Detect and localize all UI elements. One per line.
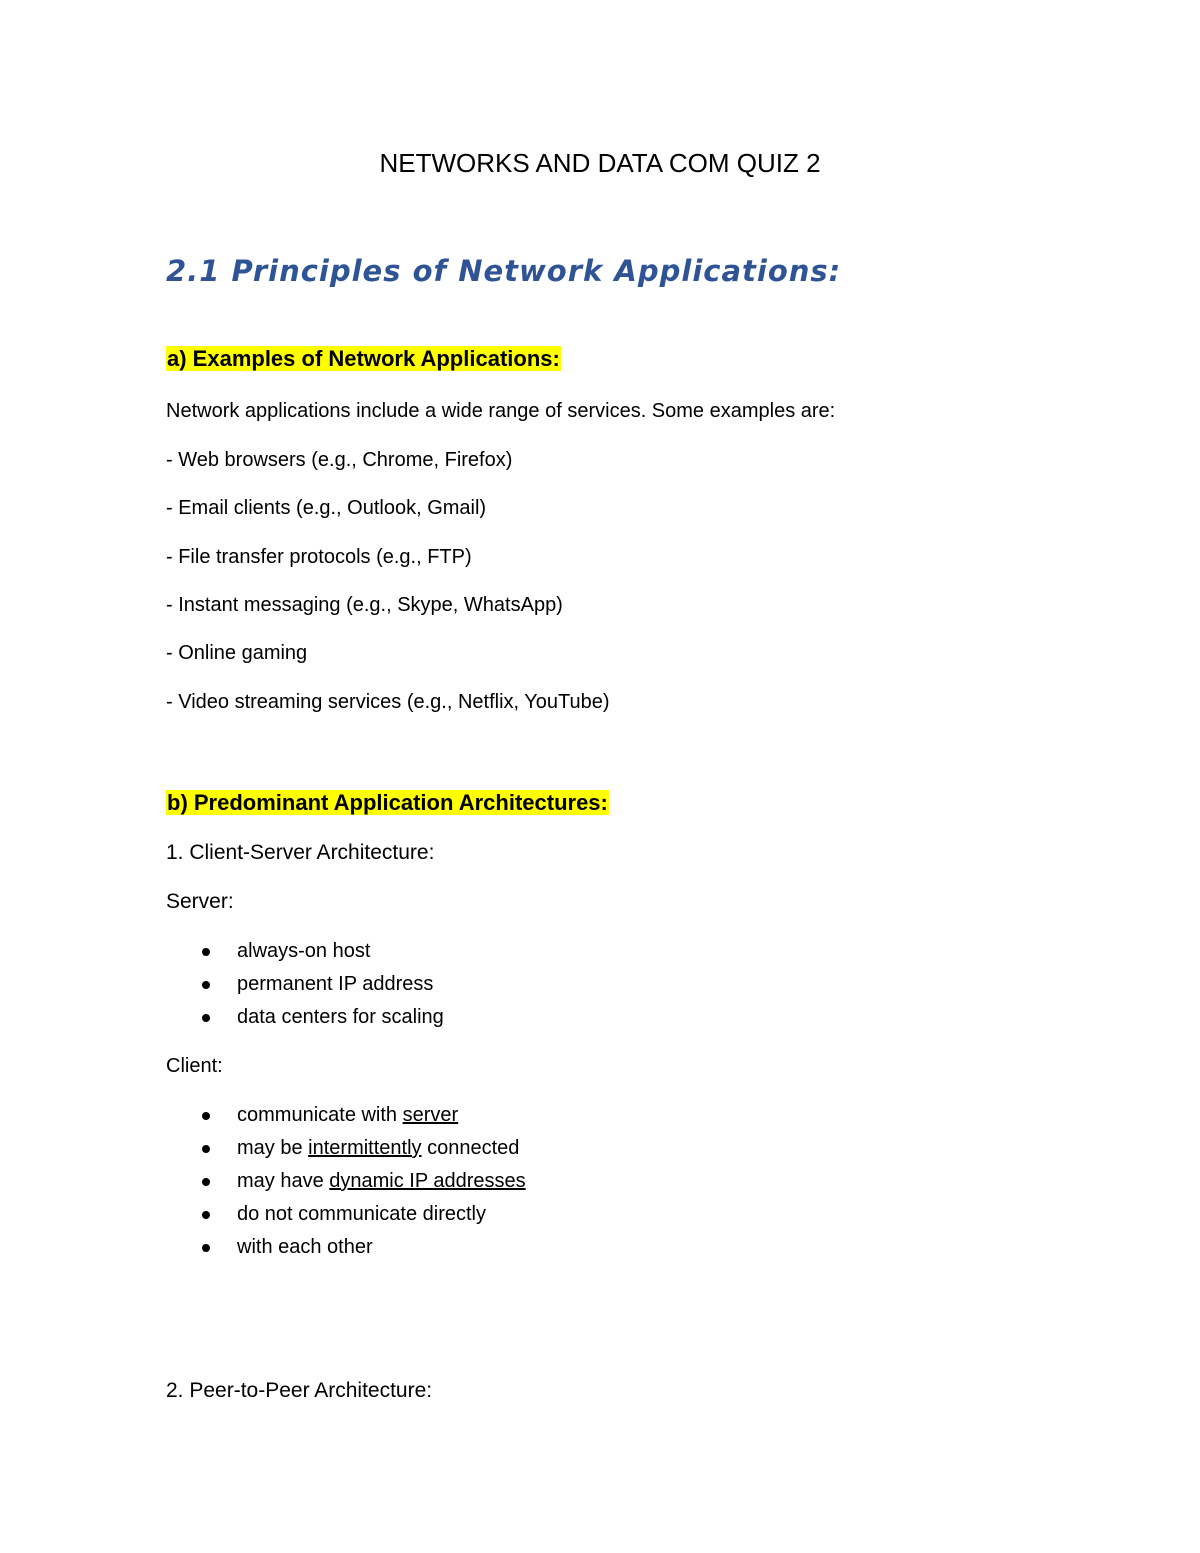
part-a-heading-text: a) Examples of Network Applications:	[167, 346, 560, 371]
server-label: Server:	[166, 890, 234, 913]
bullet-text: may be intermittently connected	[237, 1137, 520, 1159]
example-item: - Video streaming services (e.g., Netflix, YouTube)	[166, 691, 610, 713]
bullet-text: with each other	[237, 1236, 373, 1258]
bullet-text: communicate with server	[237, 1104, 459, 1126]
bullet-icon	[202, 981, 210, 989]
bullet-icon	[202, 1112, 210, 1120]
underlined-text: server	[402, 1104, 459, 1126]
example-item: - Instant messaging (e.g., Skype, WhatsApp)	[166, 594, 563, 616]
part-a-heading	[166, 344, 561, 374]
example-item: - Web browsers (e.g., Chrome, Firefox)	[166, 449, 513, 471]
part-b-heading	[166, 788, 609, 818]
part-a-intro: Network applications include a wide range of services. Some examples are:	[166, 400, 836, 422]
bullet-icon	[202, 1211, 210, 1219]
part-b-heading-text: b) Predominant Application Architectures:	[167, 790, 608, 815]
bullet-icon	[202, 948, 210, 956]
bullet-icon	[202, 1178, 210, 1186]
client-server-heading: 1. Client-Server Architecture:	[166, 841, 435, 864]
bullet-icon	[202, 1244, 210, 1252]
bullet-text: data centers for scaling	[237, 1006, 444, 1028]
example-item: - File transfer protocols (e.g., FTP)	[166, 546, 472, 568]
bullet-text: do not communicate directly	[237, 1203, 487, 1225]
peer-to-peer-heading: 2. Peer-to-Peer Architecture:	[166, 1379, 433, 1402]
example-item: - Email clients (e.g., Outlook, Gmail)	[166, 497, 487, 519]
bullet-text: permanent IP address	[237, 973, 434, 995]
bullet-text: always-on host	[237, 940, 371, 962]
client-label: Client:	[166, 1055, 223, 1077]
underlined-text: intermittently	[308, 1137, 422, 1159]
bullet-icon	[202, 1014, 210, 1022]
document-title: NETWORKS AND DATA COM QUIZ 2	[379, 148, 821, 178]
underlined-text: dynamic IP addresses	[329, 1170, 526, 1192]
example-item: - Online gaming	[166, 642, 308, 664]
section-heading: 2.1 Principles of Network Applications:	[166, 254, 842, 288]
bullet-icon	[202, 1145, 210, 1153]
bullet-text: may have dynamic IP addresses	[237, 1170, 526, 1192]
